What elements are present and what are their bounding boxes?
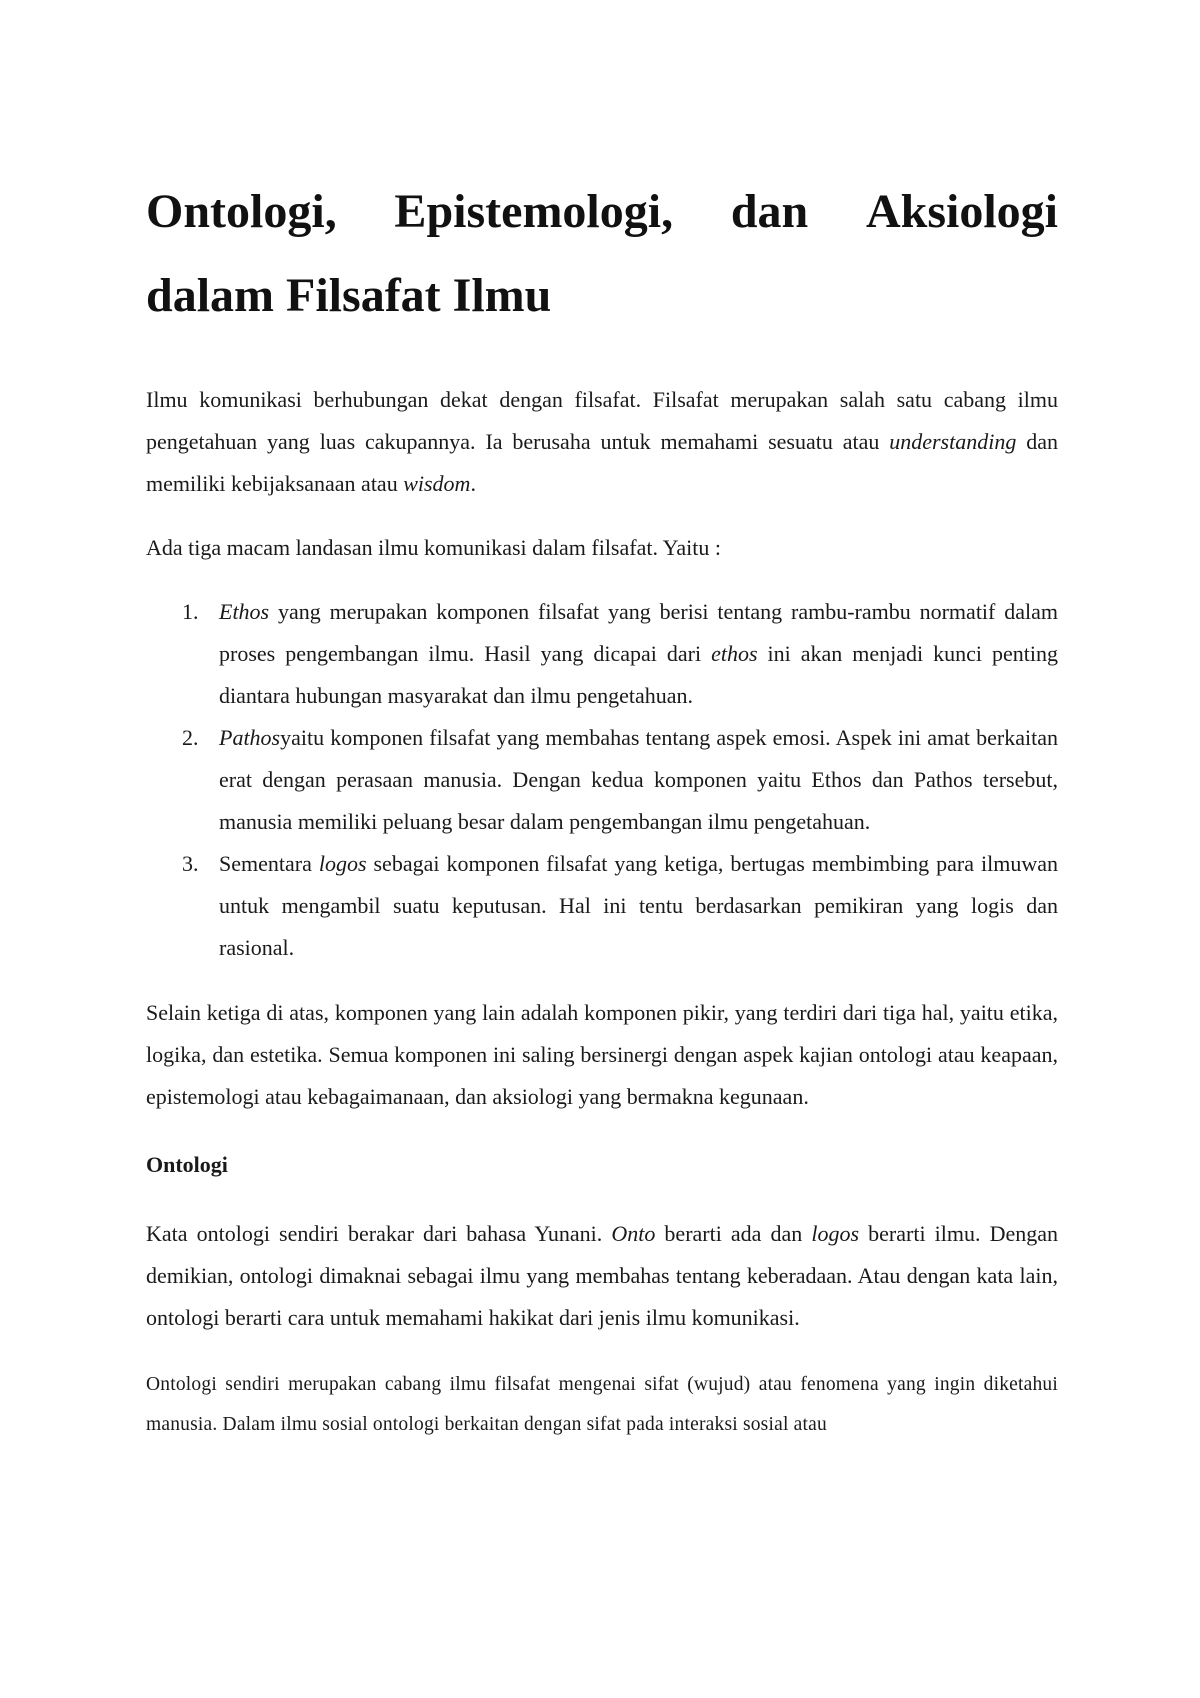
text-run: berarti ilmu. Dengan demikian, ontologi dimaknai sebagai ilmu yang membahas tentang keberadaan. Atau dengan kata lain, ontologi berarti cara untuk memahami hakikat dari jenis ilmu komunikasi. [146, 1221, 1058, 1330]
text-run: sebagai komponen filsafat yang ketiga, bertugas membimbing para ilmuwan untuk mengambil suatu keputusan. Hal ini tentu berdasarkan pemikiran yang logis dan rasional. [219, 851, 1058, 960]
text-run: berarti ada dan [655, 1221, 812, 1246]
list-number: 1. [182, 599, 199, 624]
title-word: dan [730, 185, 809, 238]
text-run: dan memiliki kebijaksanaan atau [146, 429, 1059, 496]
document-page [146, 170, 1058, 1445]
document-title [146, 170, 1058, 338]
italic-term: Pathos [219, 725, 281, 750]
italic-term: understanding [889, 429, 1017, 454]
text-run: Ilmu komunikasi berhubungan dekat dengan filsafat. Filsafat merupakan salah satu cabang ilmu pengetahuan yang luas cakupannya. Ia berusaha untuk memahami sesuatu atau [146, 387, 1058, 454]
text-run: . [470, 471, 476, 496]
text-run: ini akan menjadi kunci penting diantara hubungan masyarakat dan ilmu pengetahuan. [219, 641, 1058, 708]
section-heading: Ontologi [146, 1152, 228, 1177]
title-word: Aksiologi [865, 185, 1058, 238]
list-number: 2. [182, 725, 199, 750]
text-run: Sementara [219, 851, 319, 876]
ontologi-paragraph [146, 1213, 1058, 1339]
text-run: yaitu komponen filsafat yang membahas tentang aspek emosi. Aspek ini amat berkaitan erat dengan perasaan manusia. Dengan kedua komponen yaitu Ethos dan Pathos tersebut, manusia memiliki peluang besar dalam pengembangan ilmu pengetahuan. [219, 725, 1058, 834]
list-item [146, 591, 1058, 717]
lead-paragraph: Ada tiga macam landasan ilmu komunikasi dalam filsafat. Yaitu : [146, 535, 721, 560]
text-run: yang merupakan komponen filsafat yang berisi tentang rambu-rambu normatif dalam proses pengembangan ilmu. Hasil yang dicapai dari [219, 599, 1058, 666]
text-run: Kata ontologi sendiri berakar dari bahasa Yunani. [146, 1221, 612, 1246]
title-word: Ontologi, [146, 185, 337, 238]
after-list-paragraph: Selain ketiga di atas, komponen yang lain adalah komponen pikir, yang terdiri dari tiga hal, yaitu etika, logika, dan estetika. Semua komponen ini saling bersinergi dengan aspek kajian ontologi atau keapaan, epistemologi atau kebagaimanaan, dan aksiologi yang bermakna kegunaan. [146, 1000, 1058, 1109]
list-number: 3. [182, 851, 199, 876]
numbered-list [146, 591, 1058, 969]
italic-term: ethos [711, 641, 758, 666]
title-line-2: dalam Filsafat Ilmu [146, 269, 552, 322]
intro-paragraph [146, 379, 1058, 505]
title-word: Epistemologi, [394, 185, 674, 238]
list-item [146, 843, 1058, 969]
italic-term: logos [811, 1221, 860, 1246]
list-item [146, 717, 1058, 843]
italic-term: Onto [611, 1221, 656, 1246]
title-line-1 [146, 170, 1058, 254]
italic-term: Ethos [219, 599, 270, 624]
italic-term: logos [318, 851, 367, 876]
italic-term: wisdom [403, 471, 471, 496]
final-paragraph: Ontologi sendiri merupakan cabang ilmu filsafat mengenai sifat (wujud) atau fenomena yang ingin diketahui manusia. Dalam ilmu sosial ontologi berkaitan dengan sifat pada interaksi sosial atau [146, 1374, 1058, 1435]
